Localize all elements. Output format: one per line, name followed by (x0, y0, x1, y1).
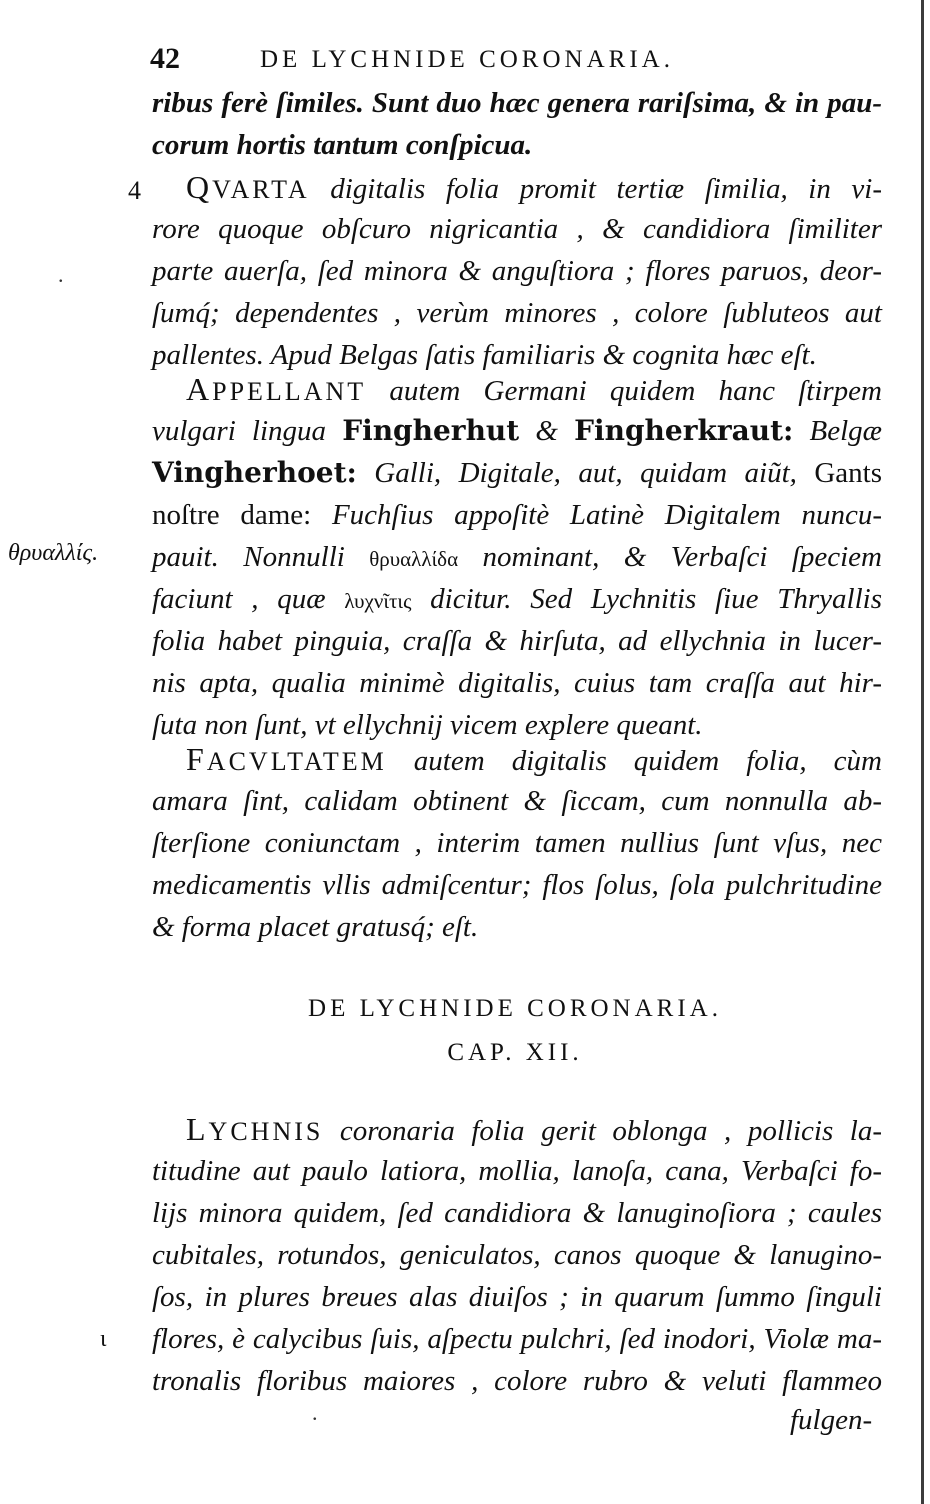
text-line: folia habet pinguia, craſſa & hirſuta, ad ellychnia in lucer- (152, 625, 882, 657)
margin-dot: . (312, 1400, 318, 1425)
text-line: lijs minora quidem, ſed candidiora & lanuginoſiora ; caules (152, 1197, 882, 1229)
blackletter-word: Fingherkraut: (574, 414, 794, 447)
paragraph-facultatem (152, 738, 882, 948)
text-line: rore quoque obſcuro nigricantia , & candidiora ſimiliter (152, 213, 882, 245)
small-caps-lead: FACVLTATEM (186, 741, 387, 777)
text-line: parte auerſa, ſed minora & anguſtiora ; flores paruos, deor- (152, 255, 882, 287)
chapter-number: CAP. XII. (447, 1039, 583, 1066)
text-span: coronaria folia gerit oblonga , pollicis la- (323, 1115, 882, 1147)
text-line (152, 738, 882, 780)
text-span: Belgæ (793, 415, 883, 447)
paragraph-quarta (152, 166, 882, 376)
text-line (152, 578, 882, 620)
text-span: vulgari lingua (152, 415, 343, 447)
text-line (152, 536, 882, 578)
chapter-title: DE LYCHNIDE CORONARIA. (308, 995, 722, 1022)
text-line: & forma placet gratusq́; eſt. (152, 911, 479, 943)
text-line (152, 452, 882, 494)
small-caps-lead: QVARTA (186, 169, 310, 205)
margin-greek-note: θρυαλλίς. (8, 540, 99, 566)
text-line: tronalis floribus maiores , colore rubro & veluti flammeo (152, 1365, 882, 1397)
text-span: digitalis folia promit tertiæ ſimilia, in vi- (309, 173, 882, 205)
text-line: flores, è calycibus ſuis, aſpectu pulchri, ſed inodori, Violæ ma- (152, 1323, 882, 1355)
text-line: pallentes. Apud Belgas ſatis familiaris & cognita hæc eſt. (152, 339, 817, 371)
page-number: 42 (150, 42, 180, 75)
text-line: corum hortis tantum conſpicua. (152, 129, 533, 161)
text-line (152, 410, 882, 452)
blackletter-word: Fingherhut (342, 414, 520, 447)
catchword: fulgen- (790, 1404, 873, 1436)
running-title: DE LYCHNIDE CORONARIA. (260, 46, 674, 73)
text-line: ribus ferè ſimiles. Sunt duo hæc genera rariſsima, & in pau- (152, 87, 882, 119)
blackletter-word: Vingherhoet: (152, 456, 357, 489)
text-line: nis apta, qualia minimè digitalis, cuius tam craſſa aut hir- (152, 667, 882, 699)
text-span: Galli, Digitale, aut, quidam aiũt, (356, 457, 815, 489)
text-line: amara ſint, calidam obtinent & ſiccam, cum nonnulla ab- (152, 785, 882, 817)
margin-dot: . (58, 262, 64, 287)
margin-mark: ι (100, 1326, 107, 1352)
text-line (152, 166, 882, 208)
text-line: ſos, in plures breues alas diuiſos ; in quarum ſummo ſinguli (152, 1281, 882, 1313)
text-line: ſterſione coniunctam , interim tamen nullius ſunt vſus, nec (152, 827, 882, 859)
text-line: ſuta non ſunt, vt ellychnij vicem explere queant. (152, 709, 703, 741)
text-line: titudine aut paulo latiora, mollia, lanoſa, cana, Verbaſci fo- (152, 1155, 882, 1187)
margin-item-number: 4 (128, 176, 141, 205)
text-span: & (519, 415, 575, 447)
roman-word: Gants (814, 457, 882, 489)
running-header (150, 42, 790, 82)
greek-word: λυχνῖτις (344, 589, 412, 613)
text-span: autem Germani quidem hanc ſtirpem (366, 375, 882, 407)
text-line: ſumq́; dependentes , verùm minores , colore ſubluteos aut (152, 297, 882, 329)
small-caps-lead: APPELLANT (186, 371, 367, 407)
text-span: nominant, & Verbaſci ſpeciem (458, 541, 882, 573)
text-span: dicitur. Sed Lychnitis ſiue Thryallis (411, 583, 882, 615)
text-span: autem digitalis quidem folia, cùm (386, 745, 882, 777)
text-line (152, 494, 882, 536)
text-line (152, 1108, 882, 1150)
paragraph-continuation (152, 82, 882, 166)
text-line: cubitales, rotundos, geniculatos, canos quoque & lanugino- (152, 1239, 882, 1271)
page-edge (921, 0, 924, 1504)
text-line (152, 368, 882, 410)
text-span: pauit. Nonnulli (152, 541, 370, 573)
text-line: medicamentis vllis admiſcentur; flos ſolus, ſola pulchritudine (152, 869, 882, 901)
small-caps-lead: LYCHNIS (186, 1111, 324, 1147)
greek-word: θρυαλλίδα (369, 547, 459, 571)
paragraph-appellant (152, 368, 882, 746)
paragraph-lychnis (152, 1108, 882, 1402)
roman-word: noſtre dame: (152, 499, 312, 531)
text-span: faciunt , quæ (152, 583, 345, 615)
text-span: Fuchſius appoſitè Latinè Digitalem nuncu- (311, 499, 882, 531)
